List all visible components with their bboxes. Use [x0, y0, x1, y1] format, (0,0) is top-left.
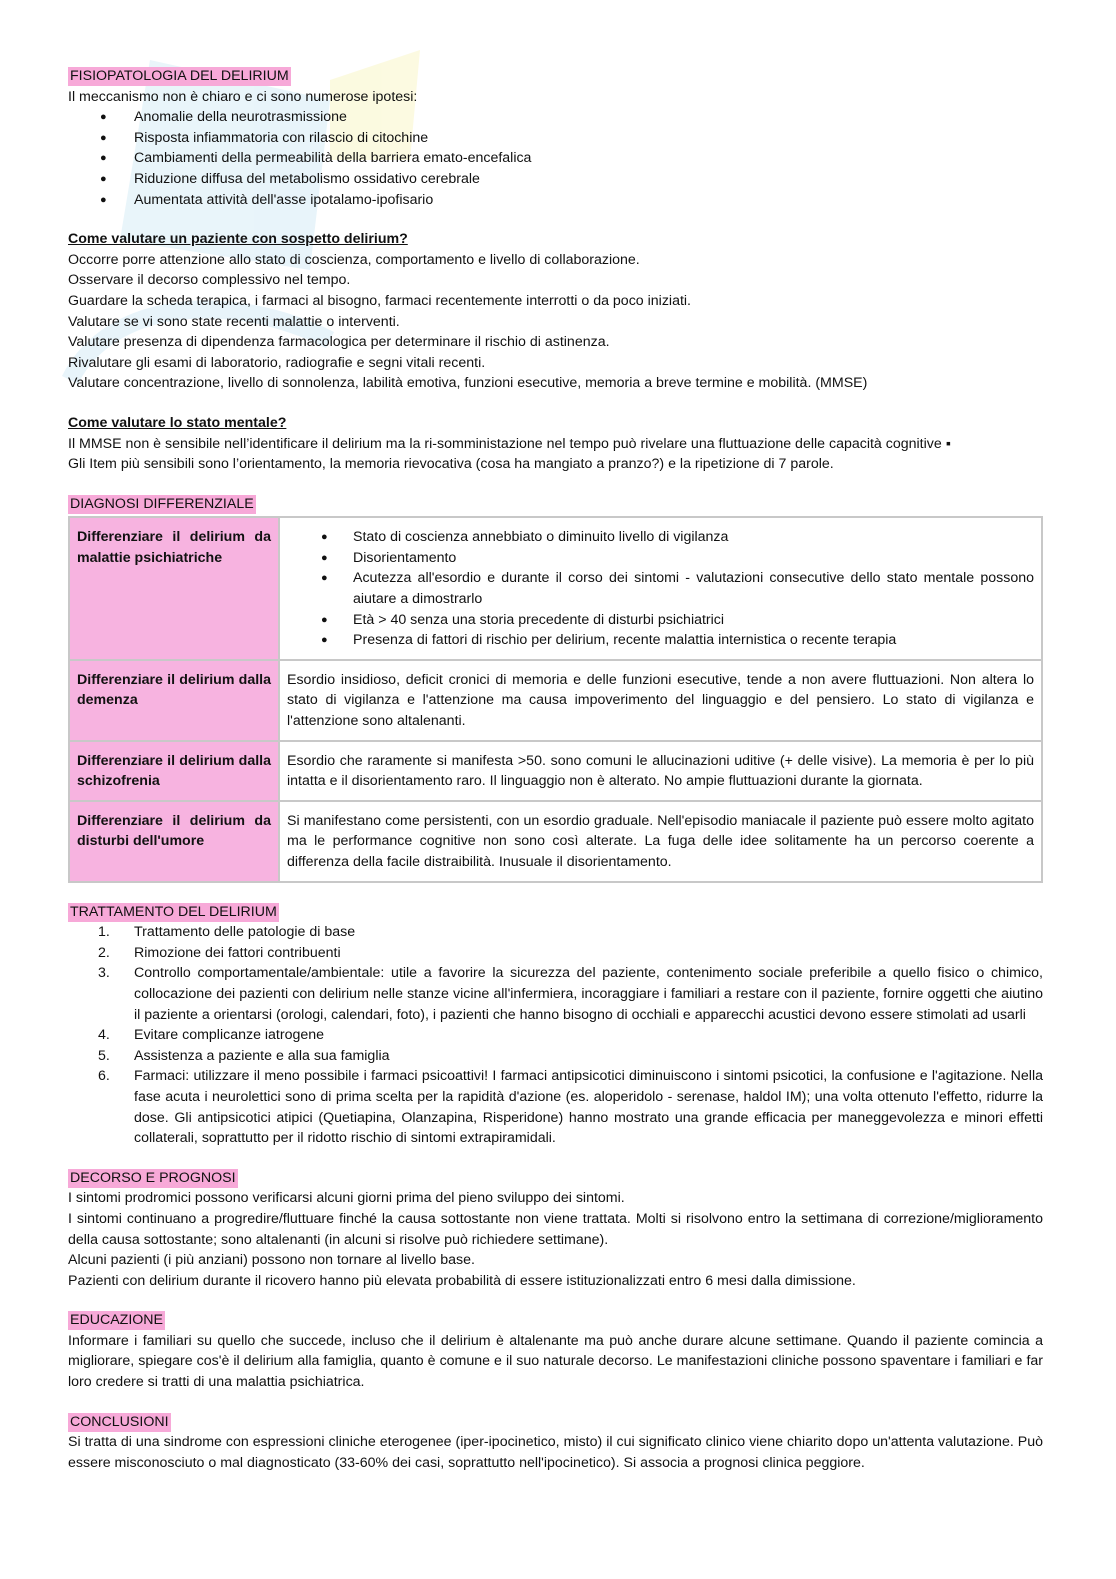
trattamento-list [68, 922, 1043, 1149]
section-title-fisiopatologia: FISIOPATOLOGIA DEL DELIRIUM [70, 68, 289, 84]
list-item-text: Evitare complicanze iatrogene [134, 1027, 325, 1044]
subtitle-valutare-paziente: Come valutare un paziente con sospetto delirium? [68, 231, 408, 248]
section-trattamento [68, 902, 1043, 1149]
list-number: 2. [98, 944, 110, 961]
paragraph-line: Alcuni pazienti (i più anziani) possono non tornare al livello base. [68, 1252, 475, 1269]
list-item: ● Cambiamenti della permeabilità della barriera emato-encefalica [68, 148, 1043, 169]
table-row [69, 660, 1042, 741]
section-stato-mentale [68, 413, 1043, 475]
table-cell-label: Differenziare il delirium da disturbi dell'umore [69, 801, 279, 882]
section-title-educazione: EDUCAZIONE [70, 1312, 164, 1329]
list-item: ● Riduzione diffusa del metabolismo ossidativo cerebrale [68, 169, 1043, 190]
paragraph-line: Il MMSE non è sensibile nell’identificare il delirium ma la ri-somministazione nel tempo può rivelare una fluttuazione delle capacità cognitive ▪ [68, 435, 951, 452]
conclusioni-text: Si tratta di una sindrome con espressioni cliniche eterogenee (iper-ipocinetico, misto) il cui significato clinico viene chiarito dopo un'attenta valutazione. Può essere misconosciuto o mal diagnosticato (33-60% dei casi, soprattutto nell'ipocinetico). Si associa a prognosi clinica peggiore. [68, 1434, 1043, 1471]
paragraph-line: Valutare presenza di dipendenza farmacologica per determinare il rischio di astinenza. [68, 334, 610, 351]
paragraph-line: Occorre porre attenzione allo stato di coscienza, comportamento e livello di collaborazione. [68, 251, 640, 268]
table-row [69, 741, 1042, 801]
list-item: ● Risposta infiammatoria con rilascio di citochine [68, 128, 1043, 149]
list-item [68, 963, 1043, 1025]
section-title-trattamento: TRATTAMENTO DEL DELIRIUM [70, 903, 277, 920]
subtitle-stato-mentale: Come valutare lo stato mentale? [68, 414, 287, 431]
section-title-conclusioni: CONCLUSIONI [70, 1413, 169, 1430]
paragraph-line: Guardare la scheda terapica, i farmaci al bisogno, farmaci recentemente interrotti o da poco iniziati. [68, 292, 691, 309]
paragraph-line: Pazienti con delirium durante il ricovero hanno più elevata probabilità di essere istituzionalizzati entro 6 mesi dalla dimissione. [68, 1272, 856, 1289]
section-decorso [68, 1168, 1043, 1292]
list-number: 6. [98, 1068, 110, 1085]
document-page [68, 66, 1043, 1473]
list-item: ● Età > 40 senza una storia precedente di disturbi psichiatrici [287, 610, 1034, 631]
section-educazione [68, 1310, 1043, 1392]
list-item-text: Assistenza a paziente e alla sua famiglia [134, 1047, 390, 1064]
table-cell-label: Differenziare il delirium dalla demenza [69, 660, 279, 741]
list-item: ● Presenza di fattori di rischio per delirium, recente malattia internistica o recente terapia [287, 630, 1034, 651]
list-item-text: Trattamento delle patologie di base [134, 924, 356, 941]
paragraph-line: Valutare concentrazione, livello di sonnolenza, labilità emotiva, funzioni esecutive, memoria a breve termine e mobilità. (MMSE) [68, 375, 868, 392]
paragraph-line: Rivalutare gli esami di laboratorio, radiografie e segni vitali recenti. [68, 354, 486, 371]
paragraph-line: Valutare se vi sono state recenti malattie o interventi. [68, 313, 400, 330]
table-cell-label: Differenziare il delirium dalla schizofrenia [69, 741, 279, 801]
table-cell-value: Si manifestano come persistenti, con un esordio graduale. Nell'episodio maniacale il paziente può essere molto agitato ma le performance cognitive non sono così alterate. La fuga delle idee solitamente ha un percorso coerente a differenza della facile distraibilità. Inusuale il disorientamento. [279, 801, 1042, 882]
list-item [68, 943, 1043, 964]
list-number: 4. [98, 1027, 110, 1044]
table-cell-value [279, 517, 1042, 660]
educazione-text: Informare i familiari su quello che succede, incluso che il delirium è altalenante ma può anche durare alcune settimane. Quando il paziente comincia a migliorare, spiegare cos'è il delirium alla famiglia, quanto è comune e il suo naturale decorso. Le manifestazioni cliniche possono spaventare i familiari e far loro credere si tratti di una malattia psichiatrica. [68, 1332, 1043, 1391]
paragraph-line: Osservare il decorso complessivo nel tempo. [68, 272, 351, 289]
table-cell-value: Esordio che raramente si manifesta >50. sono comuni le allucinazioni uditive (+ delle visive). La memoria è per lo più intatta e il disorientamento raro. Il linguaggio non è alterato. No ampie fluttuazioni durante la giornata. [279, 741, 1042, 801]
section-title-diagnosi: DIAGNOSI DIFFERENZIALE [70, 495, 254, 512]
section-title-decorso: DECORSO E PROGNOSI [70, 1169, 236, 1186]
table-row [69, 801, 1042, 882]
fisiopatologia-list [68, 107, 1043, 210]
fisiopatologia-intro: Il meccanismo non è chiaro e ci sono numerose ipotesi: [68, 88, 418, 105]
table-cell-label: Differenziare il delirium da malattie psichiatriche [69, 517, 279, 660]
list-item: ● Anomalie della neurotrasmissione [68, 107, 1043, 128]
list-item [68, 1066, 1043, 1148]
paragraph-line: I sintomi continuano a progredire/fluttuare finché la causa sottostante non viene trattata. Molti si risolvono entro la settimana di correzione/miglioramento della causa sottostante; sono altalenanti (in alcuni si risolve può richiedere settimane). [68, 1210, 1043, 1248]
list-item [68, 922, 1043, 943]
list-item-text: Controllo comportamentale/ambientale: utile a favorire la sicurezza del paziente, contenimento sociale preferibile a quello fisico o chimico, collocazione dei pazienti con delirium nelle stanze vicine all'infermiera, incoraggiare i familiari a restare con il paziente, fornire oggetti che aiutino il paziente a orientarsi (orologi, calendari, foto), i pazienti che hanno bisogno di occhiali e apparecchi acustici devono essere stimolati ad usarli [134, 965, 1043, 1023]
list-number: 5. [98, 1047, 110, 1064]
list-item [68, 1046, 1043, 1067]
section-fisiopatologia [68, 66, 1043, 210]
list-item-text: Farmaci: utilizzare il meno possibile i farmaci psicoattivi! I farmaci antipsicotici diminuiscono i sintomi psicotici, la confusione e l'agitazione. Nella fase acuta i neurolettici sono di prima scelta per la rapidità d'azione (es. aloperidolo - serenase, haldol IM); una volta ottenuto l'effetto, ridurre la dose. Gli antipsicotici atipici (Quetiapina, Olanzapina, Risperidone) hanno mostrato una grande efficacia per maneggevolezza e minori effetti collaterali, soprattutto per il ridotto rischio di sintomi extrapiramidali. [134, 1068, 1043, 1147]
list-number: 3. [98, 965, 110, 982]
list-item-text: Rimozione dei fattori contribuenti [134, 944, 341, 961]
diagnosi-table [68, 516, 1043, 882]
diagnosi-psichiatriche-list [287, 527, 1034, 651]
section-conclusioni [68, 1412, 1043, 1474]
list-item: ● Aumentata attività dell'asse ipotalamo-ipofisario [68, 190, 1043, 211]
list-item: ● Disorientamento [287, 548, 1034, 569]
list-number: 1. [98, 924, 110, 941]
section-valutare-paziente [68, 229, 1043, 394]
section-diagnosi [68, 494, 1043, 883]
paragraph-line: I sintomi prodromici possono verificarsi alcuni giorni prima del pieno sviluppo dei sintomi. [68, 1190, 625, 1207]
list-item: ● Stato di coscienza annebbiato o diminuito livello di vigilanza [287, 527, 1034, 548]
table-cell-value: Esordio insidioso, deficit cronici di memoria e delle funzioni esecutive, tende a non avere fluttuazioni. Non altera lo stato di vigilanza e l'attenzione ma causa impoverimento del linguaggio e del pensiero. Lo stato di vigilanza e l'attenzione sono altalenanti. [279, 660, 1042, 741]
list-item [68, 1025, 1043, 1046]
list-item: ● Acutezza all'esordio e durante il corso dei sintomi - valutazioni consecutive dello stato mentale possono aiutare a dimostrarlo [287, 568, 1034, 609]
paragraph-line: Gli Item più sensibili sono l’orientamento, la memoria rievocativa (cosa ha mangiato a pranzo?) e la ripetizione di 7 parole. [68, 456, 834, 473]
table-row [69, 517, 1042, 660]
